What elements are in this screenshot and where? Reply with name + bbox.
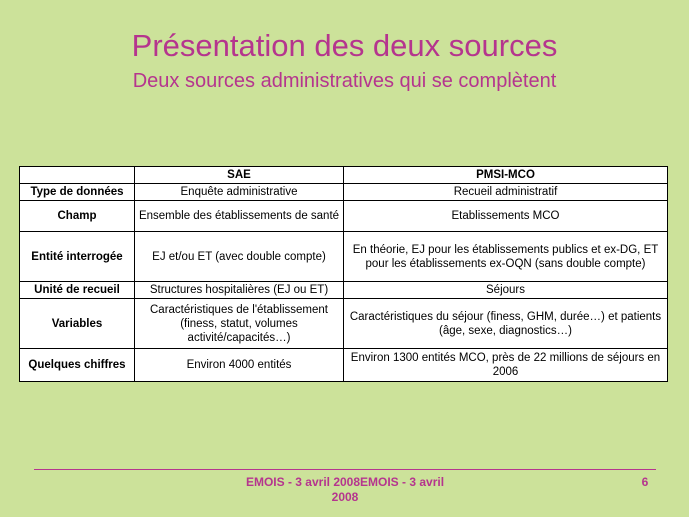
row-header: Entité interrogée bbox=[20, 232, 135, 282]
table-header-cell-corner bbox=[20, 167, 135, 184]
table-row bbox=[20, 299, 668, 349]
slide-title: Présentation des deux sources bbox=[131, 28, 558, 63]
table-row bbox=[20, 201, 668, 232]
page-number: 6 bbox=[641, 475, 649, 489]
table-row bbox=[20, 282, 668, 299]
comparison-table bbox=[19, 166, 668, 382]
table-cell: Caractéristiques de l'établissement (finess, statut, volumes activité/capacités…) bbox=[135, 299, 344, 349]
table-cell: Recueil administratif bbox=[344, 184, 668, 201]
table-header-cell-pmsi: PMSI-MCO bbox=[344, 167, 668, 184]
table-cell: Environ 4000 entités bbox=[135, 349, 344, 382]
table-row bbox=[20, 349, 668, 382]
table-cell: Structures hospitalières (EJ ou ET) bbox=[135, 282, 344, 299]
row-header: Quelques chiffres bbox=[20, 349, 135, 382]
slide-subtitle: Deux sources administratives qui se complètent bbox=[132, 70, 557, 92]
row-header: Unité de recueil bbox=[20, 282, 135, 299]
table-row bbox=[20, 232, 668, 282]
row-header: Variables bbox=[20, 299, 135, 349]
table-cell: Etablissements MCO bbox=[344, 201, 668, 232]
table-cell: Enquête administrative bbox=[135, 184, 344, 201]
table-header-row bbox=[20, 167, 668, 184]
table-cell: En théorie, EJ pour les établissements publics et ex-DG, ET pour les établissements ex-OQN (sans double compte) bbox=[344, 232, 668, 282]
table-row bbox=[20, 184, 668, 201]
footer-divider bbox=[34, 469, 656, 470]
table-cell: Caractéristiques du séjour (finess, GHM, durée…) et patients (âge, sexe, diagnostics…) bbox=[344, 299, 668, 349]
table-cell: Environ 1300 entités MCO, près de 22 millions de séjours en 2006 bbox=[344, 349, 668, 382]
table-cell: Ensemble des établissements de santé bbox=[135, 201, 344, 232]
row-header: Type de données bbox=[20, 184, 135, 201]
table-cell: EJ et/ou ET (avec double compte) bbox=[135, 232, 344, 282]
footer-text: EMOIS - 3 avril 2008EMOIS - 3 avril 2008 bbox=[245, 475, 445, 504]
table-header-cell-sae: SAE bbox=[135, 167, 344, 184]
row-header: Champ bbox=[20, 201, 135, 232]
table-cell: Séjours bbox=[344, 282, 668, 299]
